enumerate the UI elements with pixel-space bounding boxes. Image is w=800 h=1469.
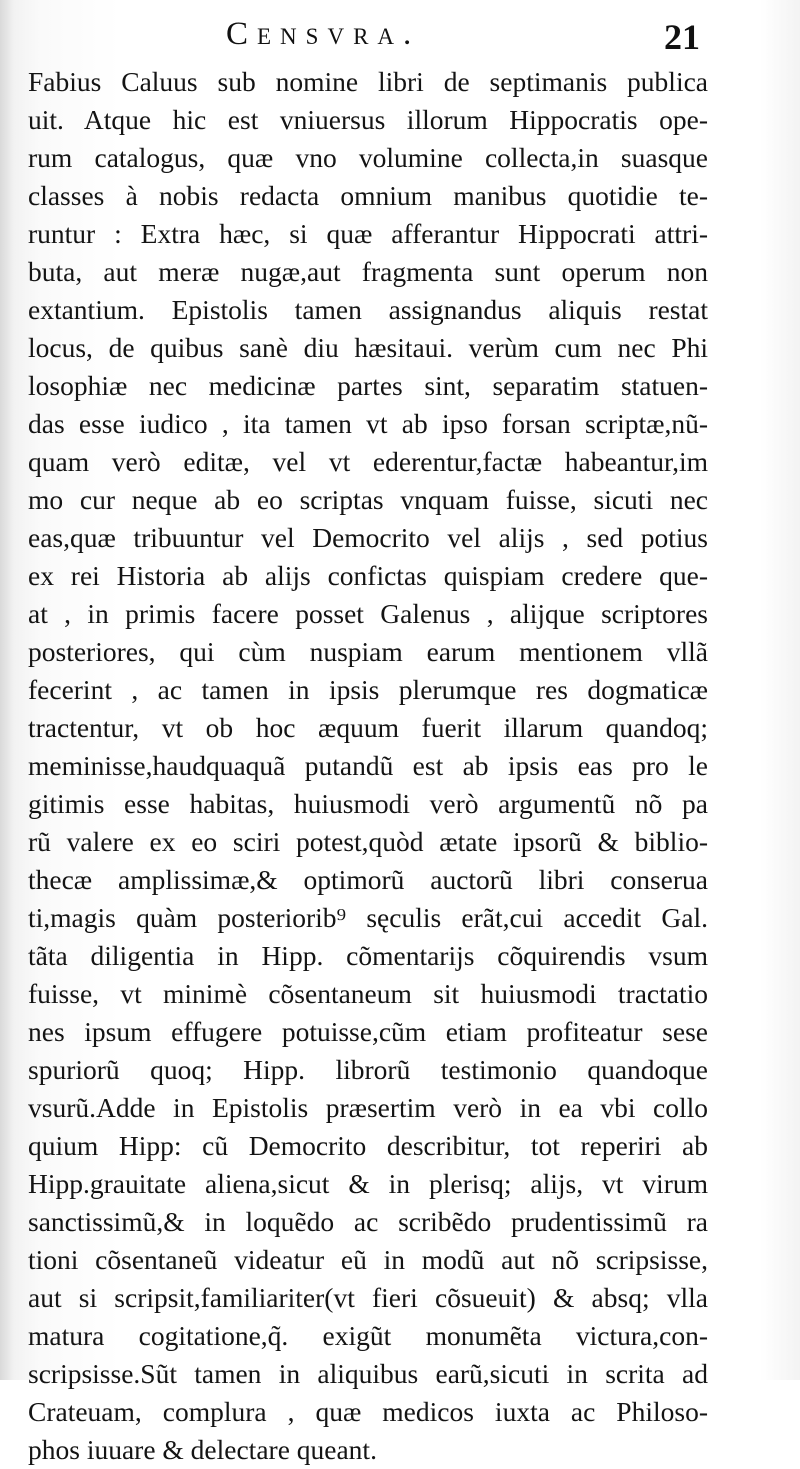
text-line: tioni cõsentaneũ videatur eũ in modũ aut nõ scripsisse, [28, 1244, 708, 1275]
text-line: quam verò editæ, vel vt ederentur,factæ habeantur,im [28, 446, 708, 477]
text-line: gitimis esse habitas, huiusmodi verò argumentũ nõ pa [28, 788, 708, 819]
text-line: Crateuam, complura , quæ medicos iuxta ac Philoso- [28, 1396, 708, 1427]
text-line: tractentur, vt ob hoc æquum fuerit illarum quandoq; [28, 712, 708, 743]
text-line: classes à nobis redacta omnium manibus quotidie te- [28, 180, 708, 211]
text-line: nes ipsum effugere potuisse,cũm etiam profiteatur sese [28, 1016, 708, 1047]
text-line: fuisse, vt minimè cõsentaneum sit huiusmodi tractatio [28, 978, 708, 1009]
text-line: buta, aut meræ nugæ,aut fragmenta sunt operum non [28, 256, 708, 287]
text-line: spuriorũ quoq; Hipp. librorũ testimonio quandoque [28, 1054, 708, 1085]
text-line: sanctissimũ,& in loquẽdo ac scribẽdo prudentissimũ ra [28, 1206, 708, 1237]
text-line: at , in primis facere posset Galenus , alijque scriptores [28, 598, 708, 629]
running-head: Censvra. [226, 16, 421, 52]
text-line: tãta diligentia in Hipp. cõmentarijs cõquirendis vsum [28, 940, 708, 971]
text-line: quium Hipp: cũ Democrito describitur, tot reperiri ab [28, 1130, 708, 1161]
body-text [28, 63, 708, 1469]
text-line: posteriores, qui cùm nuspiam earum mentionem vllã [28, 636, 708, 667]
text-line: Hipp.grauitate aliena,sicut & in plerisq; alijs, vt virum [28, 1168, 708, 1199]
text-line: extantium. Epistolis tamen assignandus aliquis restat [28, 294, 708, 325]
text-line: rũ valere ex eo sciri potest,quòd ætate ipsorũ & biblio- [28, 826, 708, 857]
text-line: ex rei Historia ab alijs confictas quispiam credere que- [28, 560, 708, 591]
text-line: Fabius Caluus sub nomine libri de septimanis publica [28, 66, 708, 97]
page-number: 21 [664, 17, 700, 57]
text-line: eas,quæ tribuuntur vel Democrito vel alijs , sed potius [28, 522, 708, 553]
text-line: phos iuuare & delectare queant. [28, 1434, 377, 1465]
text-line: runtur : Extra hæc, si quæ afferantur Hippocrati attri- [28, 218, 708, 249]
text-line: fecerint , ac tamen in ipsis plerumque res dogmaticæ [28, 674, 708, 705]
text-line: losophiæ nec medicinæ partes sint, separatim statuen- [28, 370, 708, 401]
page-header [0, 14, 800, 57]
text-line: locus, de quibus sanè diu hæsitaui. verùm cum nec Phi [28, 332, 708, 363]
text-line: meminisse,haudquaquã putandũ est ab ipsis eas pro le [28, 750, 708, 781]
text-line: scripsisse.Sũt tamen in aliquibus earũ,sicuti in scrita ad [28, 1358, 708, 1389]
text-line: aut si scripsit,familiariter(vt fieri cõsueuit) & absq; vlla [28, 1282, 708, 1313]
text-line: rum catalogus, quæ vno volumine collecta,in suasque [28, 142, 708, 173]
text-line: matura cogitatione,q̃. exigũt monumẽta victura,con- [28, 1320, 708, 1351]
text-line: das esse iudico , ita tamen vt ab ipso forsan scriptæ,nũ- [28, 408, 708, 439]
text-line: uit. Atque hic est vniuersus illorum Hippocratis ope- [28, 104, 708, 135]
text-line: ti,magis quàm posteriorib⁹ sęculis erãt,cui accedit Gal. [28, 902, 708, 933]
text-line: vsurũ.Adde in Epistolis præsertim verò in ea vbi collo [28, 1092, 708, 1123]
text-line: thecæ amplissimæ,& optimorũ auctorũ libri conserua [28, 864, 708, 895]
text-line: mo cur neque ab eo scriptas vnquam fuisse, sicuti nec [28, 484, 708, 515]
